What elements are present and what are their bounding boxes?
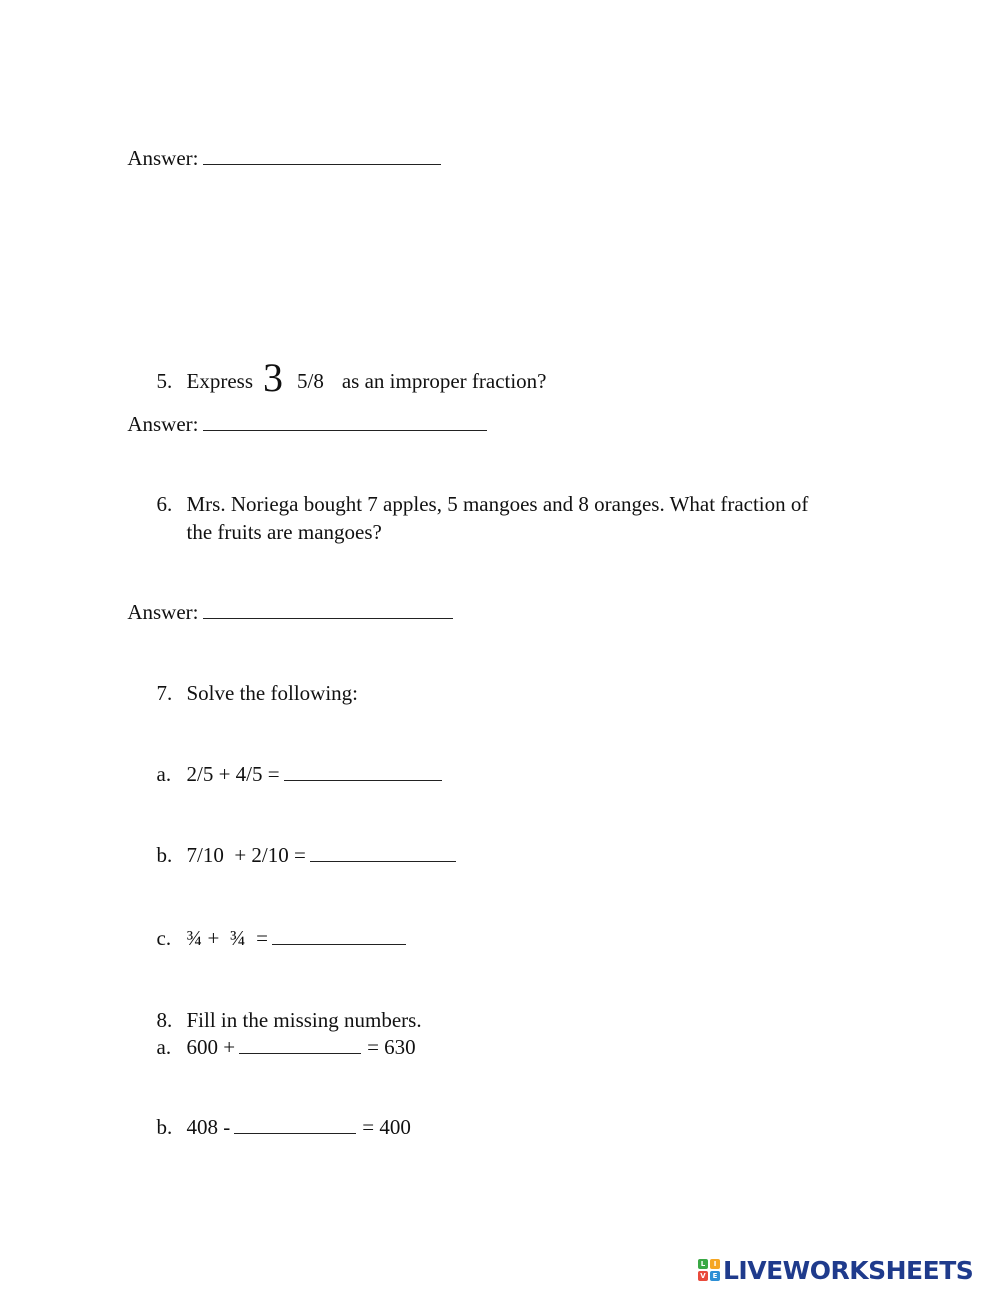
answer-blank[interactable] (203, 598, 453, 619)
item-letter: b. (156, 1115, 173, 1139)
answer-row-5 (118, 382, 487, 438)
logo-squares-icon (698, 1259, 720, 1281)
answer-blank[interactable] (310, 841, 456, 862)
item-expression: 2/5 + 4/5 = (186, 762, 280, 786)
answer-label: Answer: (127, 600, 199, 624)
item-left: 600 + (186, 1035, 236, 1059)
q7-item-b (146, 813, 456, 869)
question-text: Solve the following: (186, 681, 358, 705)
q7-item-c (146, 896, 406, 952)
q8-item-a (146, 1005, 416, 1061)
logo-square: L (698, 1259, 708, 1269)
question-number: 6. (156, 492, 173, 516)
mixed-number-whole: 3 (263, 355, 283, 400)
answer-blank[interactable] (284, 760, 442, 781)
question-6-line-2 (176, 490, 382, 546)
item-letter: a. (156, 762, 172, 786)
question-7 (146, 651, 358, 707)
answer-label: Answer: (127, 146, 199, 170)
q7-item-a (146, 732, 442, 788)
item-expression: 7/10 + 2/10 = (186, 843, 306, 867)
question-text-line-2: the fruits are mangoes? (186, 520, 382, 544)
item-left: 408 - (186, 1115, 231, 1139)
item-letter: c. (156, 926, 172, 950)
question-number: 8. (156, 1008, 173, 1032)
question-number: 5. (156, 369, 173, 393)
answer-blank[interactable] (272, 924, 406, 945)
logo-square: V (698, 1271, 708, 1281)
question-text-line-1: Mrs. Noriega bought 7 apples, 5 mangoes and 8 oranges. What fraction of (186, 492, 809, 516)
item-letter: b. (156, 843, 173, 867)
answer-blank[interactable] (203, 144, 441, 165)
mixed-number-fraction: 5/8 (297, 369, 324, 393)
question-text-suffix: as an improper fraction? (341, 369, 547, 393)
item-letter: a. (156, 1035, 172, 1059)
question-text: Fill in the missing numbers. (186, 1008, 422, 1032)
question-text: Express (186, 369, 253, 393)
answer-blank[interactable] (203, 410, 487, 431)
answer-blank[interactable] (234, 1113, 356, 1134)
logo-text: LIVEWORKSHEETS (723, 1255, 974, 1285)
item-expression: ¾ + ¾ = (186, 926, 268, 950)
logo-square: E (710, 1271, 720, 1281)
answer-label: Answer: (127, 412, 199, 436)
item-right: = 400 (362, 1115, 411, 1139)
answer-blank[interactable] (239, 1033, 361, 1054)
q8-item-b (146, 1085, 411, 1141)
item-right: = 630 (367, 1035, 416, 1059)
liveworksheets-logo (698, 1256, 973, 1284)
logo-square: I (710, 1259, 720, 1269)
question-number: 7. (156, 681, 173, 705)
answer-row-4 (118, 116, 441, 172)
answer-row-6 (118, 570, 453, 626)
